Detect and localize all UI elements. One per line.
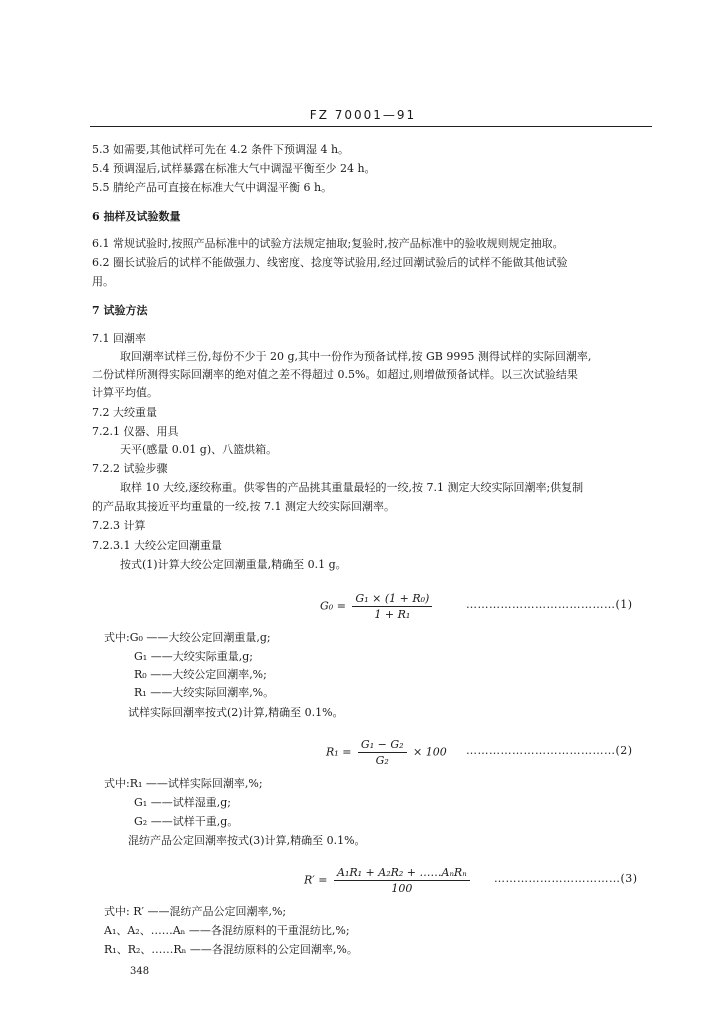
formula-3-dots: …………………………… <box>494 872 621 885</box>
para-7-1-a: 取回潮率试样三份,每份不少于 20 g,其中一份作为预备试样,按 GB 9995 测得试样的实际回潮率, <box>120 350 592 363</box>
clause-6-1: 6.1 常规试验时,按照产品标准中的试验方法规定抽取;复验时,按产品标准中的验收规则规定抽取。 <box>92 237 564 250</box>
para-sample-moisture: 试样实际回潮率按式(2)计算,精确至 0.1%。 <box>128 706 344 719</box>
clause-7-2-3: 7.2.3 计算 <box>92 519 146 532</box>
where-a-ratios: A₁、A₂、……Aₙ ——各混纺原料的干重混纺比,%; <box>104 924 350 937</box>
clause-7-2-1: 7.2.1 仪器、用具 <box>92 425 179 438</box>
where-r-prime: 式中: R′ ——混纺产品公定回潮率,%; <box>104 905 287 918</box>
formula-2-lhs: R₁ = <box>326 745 352 759</box>
formula-3-numerator: A₁R₁ + A₂R₂ + ……AₙRₙ <box>334 866 470 881</box>
clause-7-1: 7.1 回潮率 <box>92 332 146 345</box>
section-6-heading: 6 抽样及试验数量 <box>92 210 181 223</box>
formula-1-dots: ………………………………… <box>466 598 616 611</box>
where-g1: G₁ ——大绞实际重量,g; <box>134 650 253 663</box>
formula-2-numerator: G₁ − G₂ <box>358 738 407 753</box>
clause-6-2-cont: 用。 <box>92 275 114 288</box>
para-7-2-2-a: 取样 10 大绞,逐绞称重。供零售的产品挑其重量最轻的一绞,按 7.1 测定大绞实际回潮率;供复制 <box>120 481 584 494</box>
clause-7-2: 7.2 大绞重量 <box>92 406 157 419</box>
clause-5-3: 5.3 如需要,其他试样可先在 4.2 条件下预调湿 4 h。 <box>92 143 350 156</box>
formula-2 <box>326 738 447 767</box>
formula-3 <box>304 866 473 895</box>
where-g0: 式中:G₀ ——大绞公定回潮重量,g; <box>104 631 271 644</box>
formula-3-lhs: R′ = <box>304 873 328 887</box>
clause-6-2: 6.2 圈长试验后的试样不能做强力、线密度、捻度等试验用,经过回潮试验后的试样不能做其他试验 <box>92 256 568 269</box>
para-7-1-b: 二份试样所测得实际回潮率的绝对值之差不得超过 0.5%。如超过,则增做预备试样。以三次试验结果 <box>92 368 578 381</box>
para-7-2-3-1: 按式(1)计算大绞公定回潮重量,精确至 0.1 g。 <box>120 558 347 571</box>
formula-1-leader <box>466 598 633 611</box>
clause-5-4: 5.4 预调湿后,试样暴露在标准大气中调湿平衡至少 24 h。 <box>92 162 376 175</box>
where-r1: R₁ ——大绞实际回潮率,%。 <box>134 686 275 699</box>
para-blend-moisture: 混纺产品公定回潮率按式(3)计算,精确至 0.1%。 <box>128 834 366 847</box>
formula-3-tag: (3) <box>620 872 638 885</box>
standard-code-header: FZ 70001—91 <box>309 108 417 122</box>
formula-1-fraction <box>352 592 432 621</box>
formula-2-leader <box>466 744 633 757</box>
formula-2-dots: ………………………………… <box>466 744 616 757</box>
where-r0: R₀ ——大绞公定回潮率,%; <box>134 668 267 681</box>
formula-2-fraction <box>358 738 407 767</box>
formula-1 <box>320 592 435 621</box>
where-g1-wet: G₁ ——试样湿重,g; <box>134 796 231 809</box>
clause-7-2-2: 7.2.2 试验步骤 <box>92 462 168 475</box>
section-7-heading: 7 试验方法 <box>92 304 148 317</box>
formula-1-denominator: 1 + R₁ <box>374 608 411 621</box>
para-7-2-2-b: 的产品取其接近平均重量的一绞,按 7.1 测定大绞实际回潮率。 <box>92 500 395 513</box>
where-g2-dry: G₂ ——试样干重,g。 <box>134 815 239 828</box>
where-r-rates: R₁、R₂、……Rₙ ——各混纺原料的公定回潮率,%。 <box>104 943 358 956</box>
where-r1-sample: 式中:R₁ ——试样实际回潮率,%; <box>104 777 263 790</box>
formula-3-leader <box>494 872 638 885</box>
page-number: 348 <box>130 966 150 977</box>
formula-1-tag: (1) <box>615 598 633 611</box>
formula-3-denominator: 100 <box>391 882 413 895</box>
formula-2-tail: × 100 <box>413 745 447 759</box>
formula-1-lhs: G₀ = <box>320 599 346 613</box>
formula-1-numerator: G₁ × (1 + R₀) <box>352 592 432 607</box>
formula-2-tag: (2) <box>615 744 633 757</box>
clause-7-2-3-1: 7.2.3.1 大绞公定回潮重量 <box>92 539 222 552</box>
formula-2-denominator: G₂ <box>375 754 389 767</box>
para-7-1-c: 计算平均值。 <box>92 386 158 399</box>
clause-5-5: 5.5 腈纶产品可直接在标准大气中调湿平衡 6 h。 <box>92 181 333 194</box>
header-rule <box>90 126 652 127</box>
para-7-2-1: 天平(感量 0.01 g)、八篮烘箱。 <box>120 443 278 456</box>
formula-3-fraction <box>334 866 470 895</box>
